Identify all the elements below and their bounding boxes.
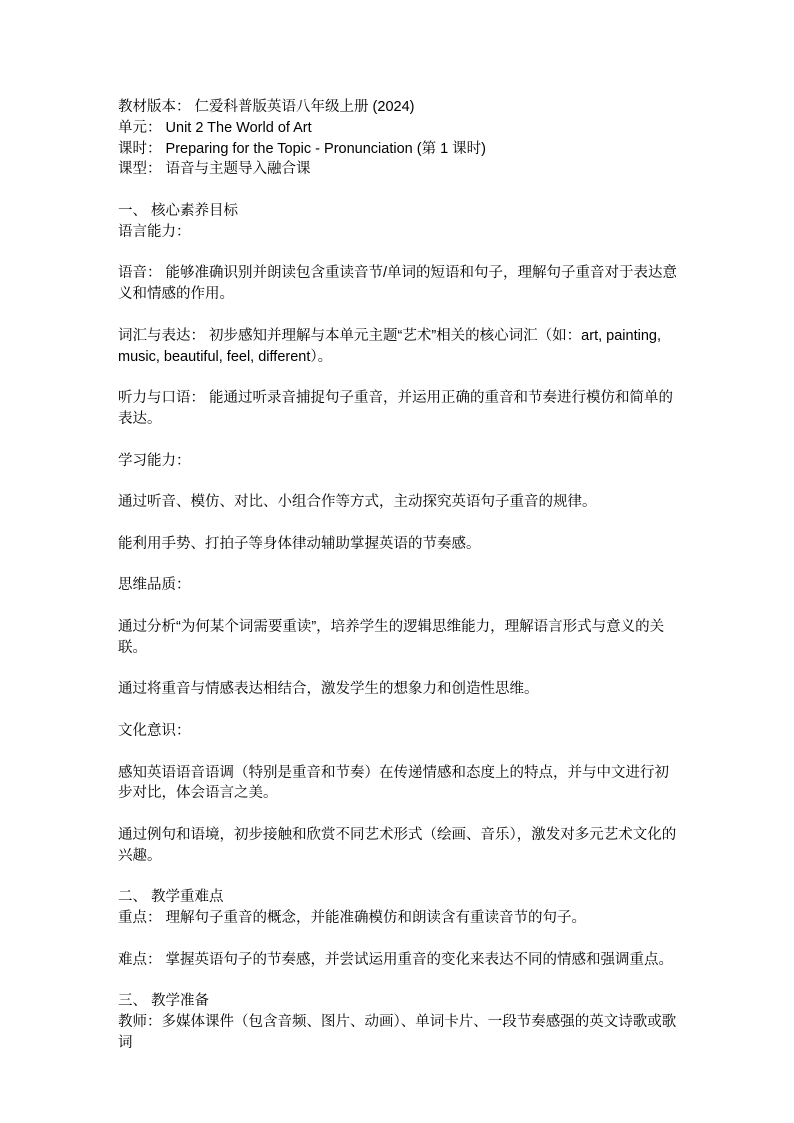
difficult-point-line: 难点： 掌握英语句子的节奏感，并尝试运用重音的变化来表达不同的情感和强调重点。 [118,951,674,968]
objective-listening-speaking: 听力与口语： 能通过听录音捕捉句子重音，并运用正确的重音和节奏进行模仿和简单的表达。 [118,390,674,427]
learning-ability-label: 学习能力： [118,452,191,469]
meta-lesson-type-line: 课型： 语音与主题导入融合课 [118,161,311,178]
section-preparation-heading: 三、 教学准备 [118,993,210,1010]
learning-point-1: 通过听音、模仿、对比、小组合作等方式，主动探究英语句子重音的规律。 [118,494,597,511]
section-key-points-heading: 二、 教学重难点 [118,889,224,906]
meta-textbook-line: 教材版本： 仁爱科普版英语八年级上册 (2024) [118,99,415,115]
thinking-point-1: 通过分析“为何某个词需要重读”，培养学生的逻辑思维能力，理解语言形式与意义的关联。 [118,618,665,656]
document-body [118,97,682,1054]
objective-vocabulary: 词汇与表达： 初步感知并理解与本单元主题“艺术”相关的核心词汇（如：art, painting, music, beautiful, feel, different）。 [118,327,666,365]
preparation-teacher-line: 教师：多媒体课件（包含音频、图片、动画）、单词卡片、一段节奏感强的英文诗歌或歌词 [118,1014,677,1051]
meta-lesson-line: 课时： Preparing for the Topic - Pronunciation (第 1 课时) [118,140,487,157]
meta-unit-line: 单元： Unit 2 The World of Art [118,119,312,136]
thinking-quality-label: 思维品质： [118,577,191,594]
key-point-line: 重点： 理解句子重音的概念，并能准确模仿和朗读含有重读音节的句子。 [118,910,587,927]
section-objectives-heading: 一、 核心素养目标 [118,202,239,219]
thinking-point-2: 通过将重音与情感表达相结合，激发学生的想象力和创造性思维。 [118,681,539,698]
cultural-point-1: 感知英语语音语调（特别是重音和节奏）在传递情感和态度上的特点，并与中文进行初步对比，体会语言之美。 [118,764,669,802]
objective-pronunciation: 语音： 能够准确识别并朗读包含重读音节/单词的短语和句子，理解句子重音对于表达意义和情感的作用。 [118,265,678,303]
language-ability-label: 语言能力： [118,223,191,240]
cultural-awareness-label: 文化意识： [118,722,191,739]
learning-point-2: 能利用手势、打拍子等身体律动辅助掌握英语的节奏感。 [118,535,481,552]
cultural-point-2: 通过例句和语境，初步接触和欣赏不同艺术形式（绘画、音乐），激发对多元艺术文化的兴趣。 [118,826,677,864]
